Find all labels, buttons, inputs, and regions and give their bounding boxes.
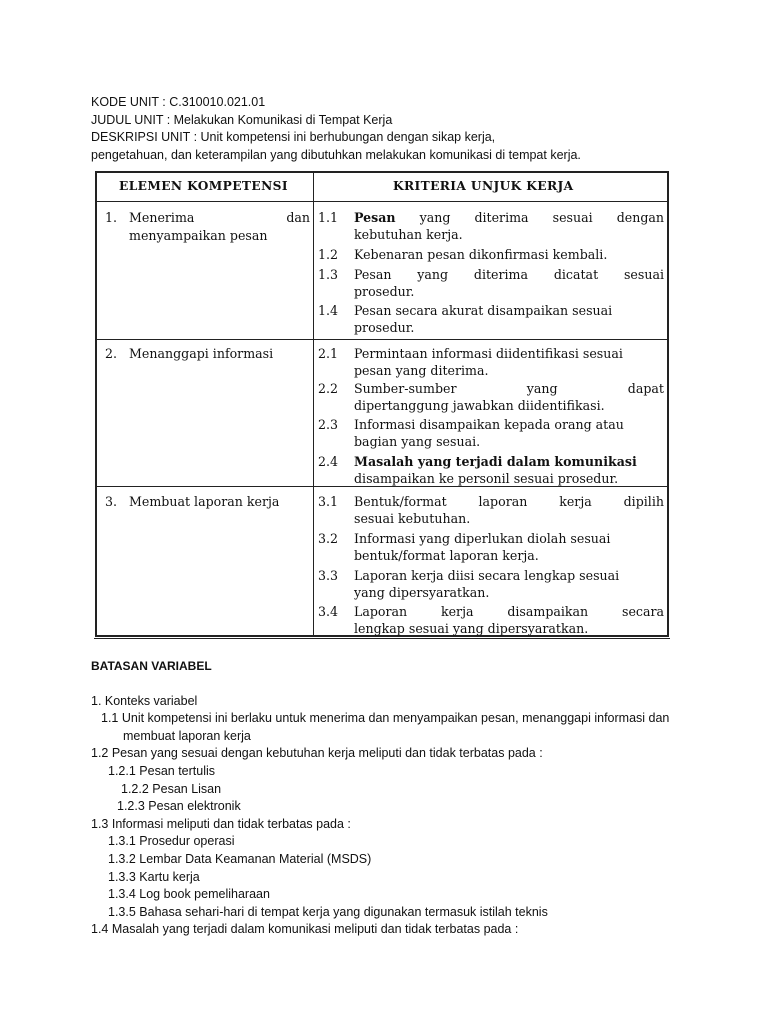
criterion-text: Informasi disampaikan kepada orang atau — [354, 417, 624, 432]
list-item: 1.3.1 Prosedur operasi — [108, 834, 235, 849]
criterion-word: secara — [621, 604, 664, 619]
criterion-number: 1.2 — [318, 247, 339, 262]
criterion-text: lengkap sesuai yang dipersyaratkan. — [354, 621, 589, 636]
criterion-text: Masalah yang terjadi dalam komunikasi — [354, 454, 637, 469]
criterion-word: dipilih — [623, 494, 664, 509]
criterion-text: Informasi yang diperlukan diolah sesuai — [354, 531, 611, 546]
unit-header — [91, 94, 711, 164]
criterion-word: laporan — [478, 494, 528, 509]
element-1 — [105, 209, 310, 244]
criterion-3-1 — [318, 493, 664, 527]
criterion-text: sesuai kebutuhan. — [354, 511, 471, 526]
criterion-text: bagian yang sesuai. — [354, 434, 481, 449]
criterion-2-3 — [318, 416, 664, 450]
criterion-number: 2.2 — [318, 381, 339, 396]
criterion-number: 3.4 — [318, 604, 339, 619]
criterion-1-1 — [318, 209, 664, 243]
list-item: 1.3 Informasi meliputi dan tidak terbatas pada : — [91, 816, 351, 831]
criterion-text: yang dipersyaratkan. — [354, 585, 490, 600]
criterion-word: disampaikan — [507, 604, 589, 619]
criterion-1-4 — [318, 302, 664, 336]
list-item: 1.1 Unit kompetensi ini berlaku untuk menerima dan menyampaikan pesan, menanggapi informasi dan — [101, 711, 670, 726]
list-item: 1.2.2 Pesan Lisan — [121, 781, 222, 796]
criterion-text: pesan yang diterima. — [354, 363, 489, 378]
criterion-text: Laporan kerja diisi secara lengkap sesuai — [354, 568, 620, 583]
criterion-3-3 — [318, 567, 664, 601]
criterion-text: bentuk/format laporan kerja. — [354, 548, 539, 563]
competency-table — [95, 171, 669, 637]
criterion-number: 2.1 — [318, 346, 339, 361]
deskripsi-unit-line1: DESKRIPSI UNIT : Unit kompetensi ini berhubungan dengan sikap kerja, — [91, 130, 496, 145]
list-item: 1.2.3 Pesan elektronik — [117, 799, 241, 814]
criterion-word: Pesan — [354, 267, 392, 282]
criterion-word: yang — [419, 210, 451, 225]
kode-unit: KODE UNIT : C.310010.021.01 — [91, 95, 266, 109]
deskripsi-unit-line2: pengetahuan, dan keterampilan yang dibutuhkan melakukan komunikasi di tempat kerja. — [91, 147, 581, 162]
criterion-number: 2.3 — [318, 417, 339, 432]
criterion-3-2 — [318, 530, 664, 564]
criterion-word: dicatat — [553, 267, 599, 282]
criterion-word: Laporan — [354, 604, 408, 619]
criterion-word: sesuai — [623, 267, 664, 282]
element-text: menyampaikan pesan — [129, 227, 268, 243]
criterion-1-2 — [318, 246, 664, 263]
column-header-elemen: ELEMEN KOMPETENSI — [119, 179, 288, 193]
list-item: 1.2.1 Pesan tertulis — [108, 763, 216, 778]
criterion-word: diterima — [473, 267, 529, 282]
criterion-word: Sumber-sumber — [354, 381, 457, 396]
section-heading: BATASAN VARIABEL — [91, 659, 212, 673]
table-column-divider — [313, 173, 314, 635]
criterion-word: diterima — [474, 210, 529, 225]
list-item: 1.4 Masalah yang terjadi dalam komunikasi meliputi dan tidak terbatas pada : — [91, 922, 519, 937]
criterion-text: Kebenaran pesan dikonfirmasi kembali. — [354, 247, 608, 262]
criterion-number: 1.1 — [318, 210, 339, 225]
list-item: 1.3.2 Lembar Data Keamanan Material (MSDS) — [108, 851, 372, 866]
criterion-word: Bentuk/format — [354, 494, 447, 509]
criterion-text: kebutuhan kerja. — [354, 227, 463, 242]
element-number: 2. — [105, 346, 118, 361]
criterion-number: 3.2 — [318, 531, 339, 546]
element-number: 1. — [105, 210, 118, 225]
criterion-word: sesuai — [552, 210, 593, 225]
element-text: Menerima — [129, 210, 195, 225]
criterion-number: 1.4 — [318, 303, 339, 318]
criterion-text: disampaikan ke personil sesuai prosedur. — [354, 471, 619, 486]
list-item: 1.2 Pesan yang sesuai dengan kebutuhan kerja meliputi dan tidak terbatas pada : — [91, 746, 543, 761]
table-row-divider — [97, 339, 667, 340]
list-item: 1. Konteks variabel — [91, 693, 198, 708]
table-header-divider — [97, 201, 667, 202]
criterion-1-3 — [318, 266, 664, 300]
list-item: 1.3.5 Bahasa sehari-hari di tempat kerja yang digunakan termasuk istilah teknis — [108, 904, 548, 919]
column-header-kriteria: KRITERIA UNJUK KERJA — [393, 179, 574, 193]
element-3 — [105, 493, 310, 511]
criterion-text: dipertanggung jawabkan diidentifikasi. — [354, 398, 605, 413]
element-text: Membuat laporan kerja — [129, 494, 280, 509]
element-text: dan — [286, 210, 310, 225]
batasan-variabel-section — [91, 658, 711, 939]
criterion-word: yang — [417, 267, 449, 282]
criterion-text: prosedur. — [354, 320, 415, 335]
criterion-word: kerja — [559, 494, 592, 509]
criterion-word: yang — [526, 381, 558, 396]
criterion-text: Pesan secara akurat disampaikan sesuai — [354, 303, 613, 318]
list-item: 1.3.3 Kartu kerja — [108, 869, 200, 884]
criterion-word: dengan — [616, 210, 664, 225]
judul-unit: JUDUL UNIT : Melakukan Komunikasi di Tempat Kerja — [91, 112, 393, 127]
criterion-text: prosedur. — [354, 284, 415, 299]
criterion-2-2 — [318, 380, 664, 414]
element-2 — [105, 345, 310, 363]
element-text: Menanggapi informasi — [129, 346, 274, 361]
criterion-word: dapat — [627, 381, 664, 396]
criterion-number: 3.3 — [318, 568, 339, 583]
criterion-word: kerja — [440, 604, 474, 619]
criterion-number: 2.4 — [318, 454, 339, 469]
criterion-2-4 — [318, 453, 664, 487]
criterion-3-4 — [318, 603, 664, 637]
criterion-number: 1.3 — [318, 267, 339, 282]
list-item: 1.3.4 Log book pemeliharaan — [108, 887, 270, 902]
list-item: membuat laporan kerja — [123, 728, 251, 743]
criterion-text: Permintaan informasi diidentifikasi sesuai — [354, 346, 623, 361]
criterion-number: 3.1 — [318, 494, 339, 509]
criterion-keyword: Pesan — [354, 210, 396, 225]
criterion-2-1 — [318, 345, 664, 379]
element-number: 3. — [105, 494, 118, 509]
